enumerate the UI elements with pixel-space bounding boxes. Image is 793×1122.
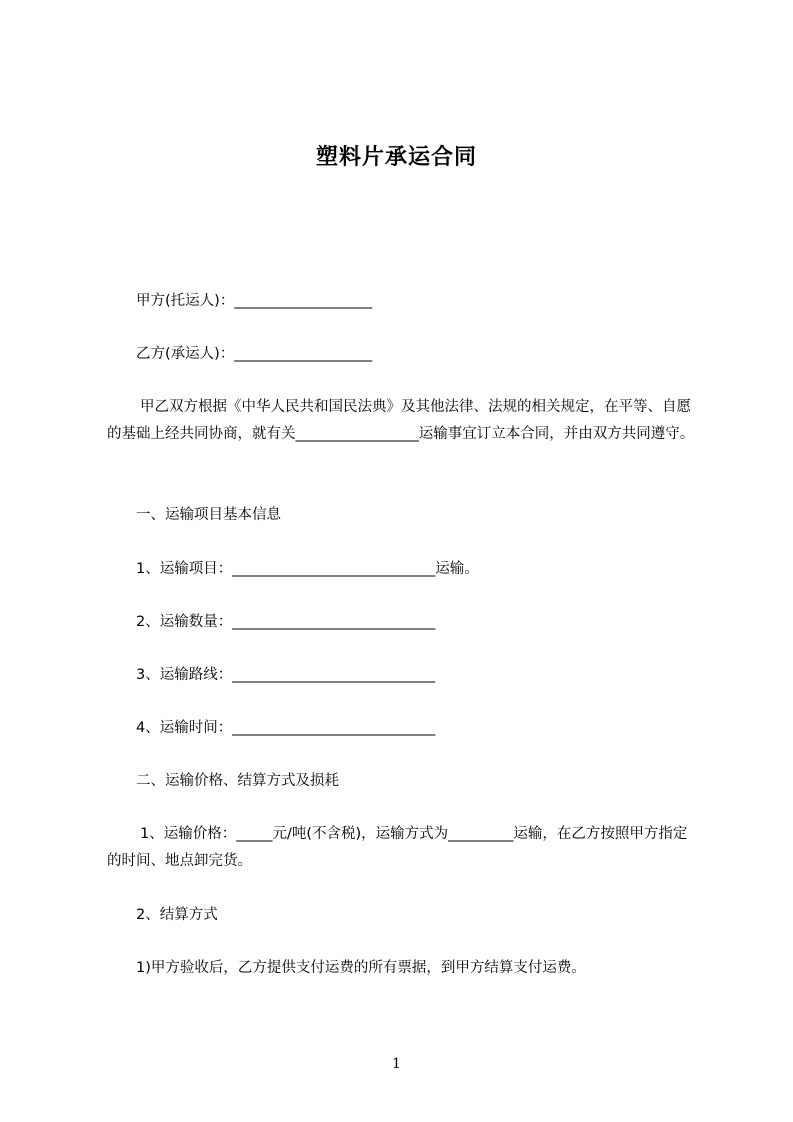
item-transport-route: 3、运输路线：____________________________ <box>136 667 436 683</box>
section-1-heading: 一、运输项目基本信息 <box>136 507 281 523</box>
item-transport-project: 1、运输项目：____________________________运输。 <box>136 561 479 577</box>
page-number: 1 <box>392 1056 401 1072</box>
section-2-heading: 二、运输价格、结算方式及损耗 <box>136 773 339 789</box>
intro-paragraph: 甲乙双方根据《中华人民共和国民法典》及其他法律、法规的相关规定，在平等、自愿的基础上经共同协商，就有关_________________运输事宜订立本合同，并由双方共同遵守。 <box>107 399 695 442</box>
settlement-item-1: 1)甲方验收后，乙方提供支付运费的所有票据，到甲方结算支付运费。 <box>136 960 586 976</box>
party-a-line: 甲方(托运人)：___________________ <box>136 293 373 309</box>
item-transport-time: 4、运输时间：____________________________ <box>136 720 436 736</box>
document-title: 塑料片承运合同 <box>315 145 477 170</box>
party-b-line: 乙方(承运人)：___________________ <box>136 346 373 362</box>
item-transport-quantity: 2、运输数量：____________________________ <box>136 614 436 630</box>
settlement-heading: 2、结算方式 <box>136 907 218 923</box>
price-clause-paragraph: 1、运输价格：_____元/吨(不含税)，运输方式为_________运输，在乙方按照甲方指定的时间、地点卸完货。 <box>107 826 688 869</box>
